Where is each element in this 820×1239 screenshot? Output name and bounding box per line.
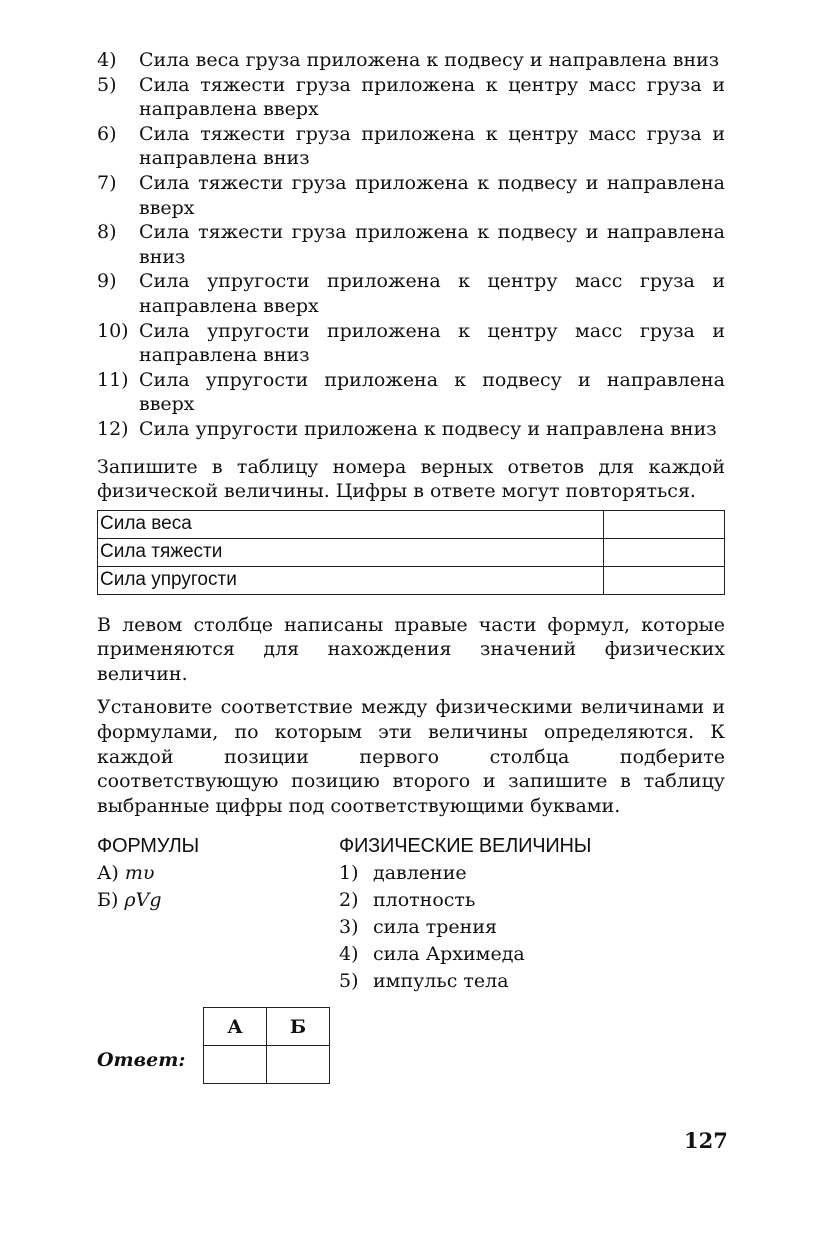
quantities-heading: ФИЗИЧЕСКИЕ ВЕЛИЧИНЫ [339, 835, 592, 858]
list-item [97, 368, 725, 417]
quantity-number: 3) [339, 916, 359, 939]
list-item [97, 319, 725, 368]
item-text: Сила упругости приложена к подвесу и направлена вверх [139, 368, 725, 416]
grid-cell-b[interactable] [267, 1046, 330, 1084]
item-number: 8) [97, 221, 117, 244]
row-label: Сила веса [98, 510, 604, 538]
answer-label: Ответ: [97, 1048, 186, 1071]
item-number: 7) [97, 171, 117, 194]
formula-text: ρVg [124, 889, 162, 912]
item-number: 5) [97, 73, 117, 96]
list-item [97, 171, 725, 220]
quantity-item [339, 941, 725, 968]
item-number: 12) [97, 417, 129, 440]
answer-block [97, 1007, 725, 1084]
formula-letter: А) [97, 862, 119, 885]
grid-header-b: Б [267, 1008, 330, 1046]
item-text: Сила тяжести груза приложена к центру масс груза и направлена вверх [139, 73, 725, 121]
formula-item [97, 860, 339, 887]
quantity-text: сила Архимеда [373, 943, 525, 966]
table-row [98, 510, 725, 538]
options-list [97, 48, 725, 442]
quantities-column [339, 832, 725, 995]
item-number: 10) [97, 319, 129, 342]
row-label: Сила тяжести [98, 538, 604, 566]
row-label: Сила упругости [98, 566, 604, 594]
list-item [97, 73, 725, 122]
quantity-number: 5) [339, 970, 359, 993]
quantity-item [339, 914, 725, 941]
quantity-text: сила трения [373, 916, 497, 939]
answer-table [97, 510, 725, 595]
quantity-item [339, 968, 725, 995]
answer-grid [203, 1007, 330, 1084]
quantity-number: 4) [339, 943, 359, 966]
table-instruction: Запишите в таблицу номера верных ответов для каждой физической величины. Цифры в ответе могут повторяться. [97, 455, 725, 503]
item-number: 11) [97, 368, 129, 391]
table-row [98, 566, 725, 594]
item-text: Сила упругости приложена к центру масс груза и направлена вниз [139, 319, 725, 367]
list-item [97, 220, 725, 269]
table-row [98, 538, 725, 566]
item-number: 4) [97, 49, 117, 71]
formulas-heading: ФОРМУЛЫ [97, 835, 200, 858]
item-number: 6) [97, 122, 117, 145]
answer-cell[interactable] [604, 510, 725, 538]
task-instruction: Установите соответствие между физическими величинами и формулами, по которым эти величины определяются. К каждой позиции первого столбца подберите соответствующую позицию второго и запишите в таблицу выбранные цифры под соответствующими буквами. [97, 696, 725, 817]
quantity-number: 2) [339, 889, 359, 912]
matching-columns [97, 832, 725, 995]
page-number: 127 [684, 1128, 728, 1153]
textbook-page [97, 48, 725, 1084]
table-row [204, 1046, 330, 1084]
quantity-item [339, 887, 725, 914]
list-item [97, 48, 725, 73]
item-text: Сила веса груза приложена к подвесу и направлена вниз [139, 49, 720, 71]
quantity-text: плотность [373, 889, 476, 912]
item-text: Сила тяжести груза приложена к центру масс груза и направлена вниз [139, 122, 725, 170]
item-text: Сила тяжести груза приложена к подвесу и направлена вниз [139, 221, 725, 268]
grid-cell-a[interactable] [204, 1046, 267, 1084]
quantity-text: импульс тела [373, 970, 509, 993]
quantity-item [339, 860, 725, 887]
item-text: Сила упругости приложена к центру масс груза и направлена вверх [139, 270, 725, 317]
quantity-number: 1) [339, 862, 359, 885]
list-item [97, 417, 725, 442]
grid-header-a: А [204, 1008, 267, 1046]
item-text: Сила упругости приложена к подвесу и направлена вниз [139, 417, 717, 440]
answer-cell[interactable] [604, 566, 725, 594]
item-number: 9) [97, 270, 117, 293]
formula-item [97, 887, 339, 914]
item-text: Сила тяжести груза приложена к подвесу и направлена вверх [139, 171, 725, 219]
list-item [97, 122, 725, 171]
formula-letter: Б) [97, 889, 119, 912]
formulas-column [97, 832, 339, 995]
table-row [204, 1008, 330, 1046]
formula-text: mυ [124, 862, 155, 885]
list-item [97, 269, 725, 318]
answer-cell[interactable] [604, 538, 725, 566]
task-intro: В левом столбце написаны правые части формул, которые применяются для нахождения значений физических величин. [97, 613, 725, 685]
quantity-text: давление [373, 862, 467, 885]
